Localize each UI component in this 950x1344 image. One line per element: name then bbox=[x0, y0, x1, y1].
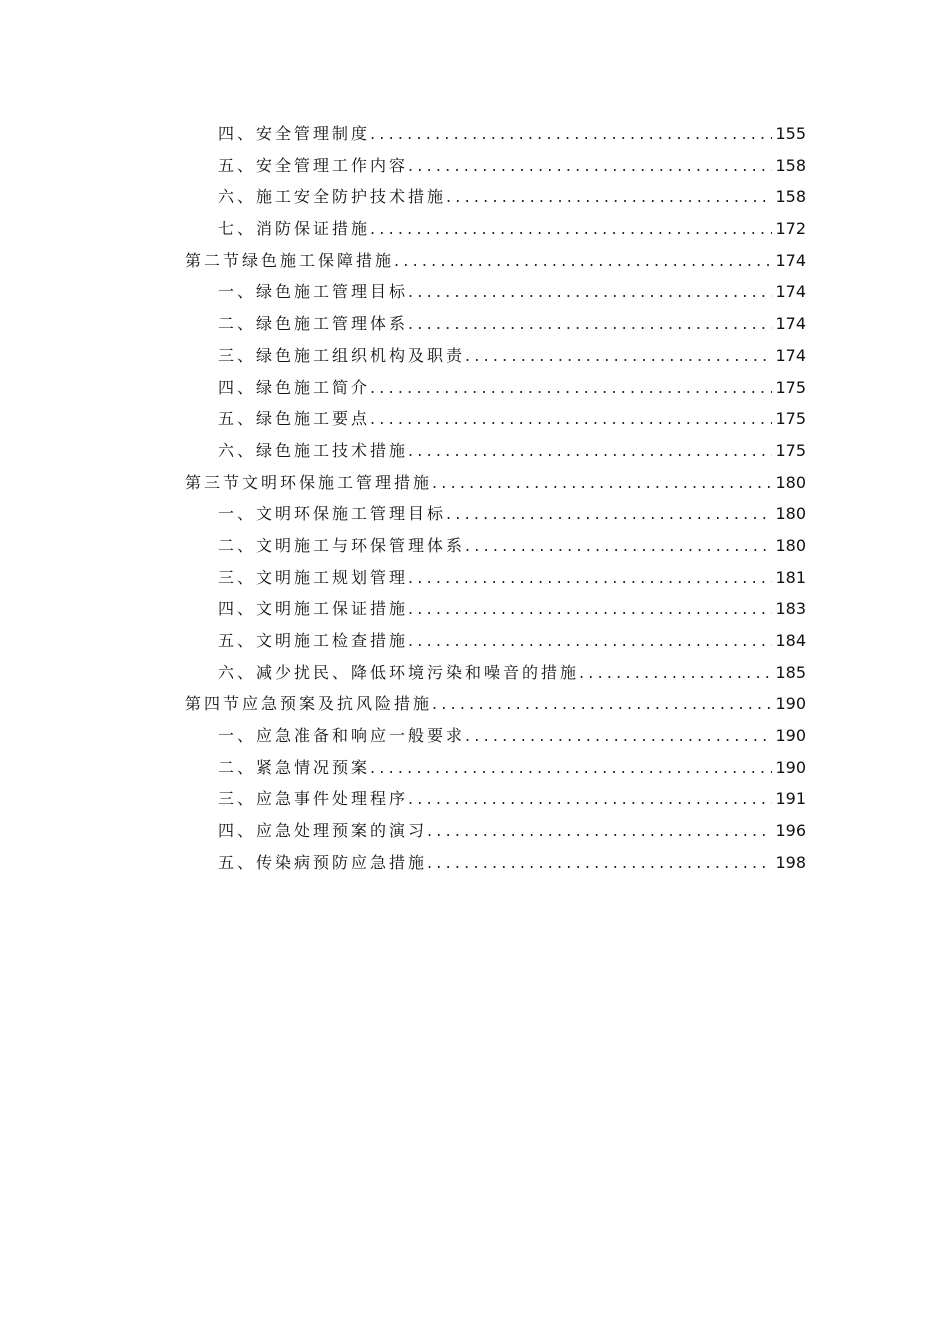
toc-entry-title: 二、绿色施工管理体系 bbox=[218, 314, 409, 334]
toc-page-number: 174 bbox=[775, 250, 806, 270]
toc-entry bbox=[185, 752, 806, 784]
toc-page-number: 175 bbox=[775, 377, 806, 397]
toc-page-number: 155 bbox=[775, 124, 806, 143]
toc-entry bbox=[185, 435, 806, 467]
toc-dot-leader bbox=[408, 625, 772, 657]
toc-entry-title: 五、绿色施工要点 bbox=[218, 409, 371, 429]
toc-dot-leader bbox=[408, 435, 772, 467]
toc-dot-leader bbox=[446, 181, 772, 213]
toc-entry-title: 三、绿色施工组织机构及职责 bbox=[218, 345, 466, 365]
toc-page-number: 174 bbox=[775, 345, 806, 365]
toc-page-number: 196 bbox=[775, 821, 806, 841]
toc-entry bbox=[185, 181, 806, 213]
toc-entry bbox=[185, 308, 806, 340]
toc-entry bbox=[185, 847, 806, 879]
toc-dot-leader bbox=[370, 752, 772, 784]
toc-dot-leader bbox=[370, 372, 772, 404]
toc-entry-title: 五、传染病预防应急措施 bbox=[218, 852, 428, 872]
toc-entry-title: 四、应急处理预案的演习 bbox=[218, 821, 428, 841]
toc-dot-leader bbox=[427, 815, 772, 847]
toc-entry bbox=[185, 593, 806, 625]
toc-section-entry bbox=[185, 688, 806, 720]
toc-page-number: 180 bbox=[775, 472, 806, 492]
toc-entry bbox=[185, 530, 806, 562]
toc-entry bbox=[185, 498, 806, 530]
toc-page-number: 175 bbox=[775, 409, 806, 429]
toc-entry bbox=[185, 276, 806, 308]
toc-dot-leader bbox=[408, 308, 772, 340]
toc-dot-leader bbox=[370, 118, 772, 150]
toc-dot-leader bbox=[408, 593, 772, 625]
toc-entry-title: 二、紧急情况预案 bbox=[218, 757, 371, 777]
toc-dot-leader bbox=[579, 657, 772, 689]
toc-dot-leader bbox=[408, 276, 772, 308]
toc-page-number: 198 bbox=[775, 852, 806, 872]
toc-entry bbox=[185, 403, 806, 435]
toc-page-number: 190 bbox=[775, 694, 806, 714]
table-of-contents bbox=[185, 118, 806, 879]
toc-entry-title: 五、安全管理工作内容 bbox=[218, 155, 409, 175]
toc-page-number: 185 bbox=[775, 662, 806, 682]
toc-entry bbox=[185, 372, 806, 404]
toc-entry-title: 二、文明施工与环保管理体系 bbox=[218, 535, 466, 555]
toc-entry-title: 四、文明施工保证措施 bbox=[218, 599, 409, 619]
toc-entry-title: 四、安全管理制度 bbox=[218, 124, 371, 143]
toc-entry bbox=[185, 720, 806, 752]
toc-dot-leader bbox=[432, 688, 772, 720]
toc-dot-leader bbox=[427, 847, 772, 879]
toc-page-number: 180 bbox=[775, 504, 806, 524]
toc-entry bbox=[185, 815, 806, 847]
toc-entry-title: 第二节绿色施工保障措施 bbox=[185, 250, 395, 270]
toc-dot-leader bbox=[408, 783, 772, 815]
toc-entry-title: 六、减少扰民、降低环境污染和噪音的措施 bbox=[218, 662, 580, 682]
toc-entry-title: 一、绿色施工管理目标 bbox=[218, 282, 409, 302]
toc-entry-title: 三、应急事件处理程序 bbox=[218, 789, 409, 809]
toc-entry-title: 一、文明环保施工管理目标 bbox=[218, 504, 447, 524]
toc-dot-leader bbox=[465, 720, 772, 752]
toc-page-number: 158 bbox=[775, 187, 806, 207]
toc-entry-title: 四、绿色施工简介 bbox=[218, 377, 371, 397]
toc-entry bbox=[185, 340, 806, 372]
toc-entry-title: 三、文明施工规划管理 bbox=[218, 567, 409, 587]
toc-page-number: 190 bbox=[775, 726, 806, 746]
toc-dot-leader bbox=[465, 340, 772, 372]
toc-dot-leader bbox=[370, 213, 772, 245]
toc-page-number: 180 bbox=[775, 535, 806, 555]
toc-section-entry bbox=[185, 245, 806, 277]
toc-entry-title: 一、应急准备和响应一般要求 bbox=[218, 726, 466, 746]
toc-entry bbox=[185, 625, 806, 657]
toc-page-number: 190 bbox=[775, 757, 806, 777]
toc-page-number: 174 bbox=[775, 314, 806, 334]
toc-dot-leader bbox=[408, 150, 772, 182]
toc-entry bbox=[185, 783, 806, 815]
toc-entry bbox=[185, 118, 806, 150]
toc-page-number: 175 bbox=[775, 440, 806, 460]
toc-dot-leader bbox=[394, 245, 772, 277]
toc-entry bbox=[185, 213, 806, 245]
toc-section-entry bbox=[185, 467, 806, 499]
toc-entry-title: 第三节文明环保施工管理措施 bbox=[185, 472, 433, 492]
toc-page-number: 184 bbox=[775, 631, 806, 650]
toc-entry bbox=[185, 562, 806, 594]
toc-page-number: 183 bbox=[775, 599, 806, 619]
toc-dot-leader bbox=[408, 562, 772, 594]
toc-dot-leader bbox=[465, 530, 772, 562]
toc-entry bbox=[185, 657, 806, 689]
toc-page-number: 158 bbox=[775, 155, 806, 175]
toc-page-number: 191 bbox=[775, 789, 806, 809]
toc-dot-leader bbox=[446, 498, 772, 530]
toc-entry-title: 第四节应急预案及抗风险措施 bbox=[185, 694, 433, 714]
toc-entry-title: 五、文明施工检查措施 bbox=[218, 631, 409, 650]
toc-entry-title: 六、绿色施工技术措施 bbox=[218, 440, 409, 460]
toc-page-number: 172 bbox=[775, 219, 806, 239]
toc-entry-title: 六、施工安全防护技术措施 bbox=[218, 187, 447, 207]
toc-dot-leader bbox=[370, 403, 772, 435]
toc-dot-leader bbox=[432, 467, 772, 499]
toc-page-number: 181 bbox=[775, 567, 806, 587]
toc-entry-title: 七、消防保证措施 bbox=[218, 219, 371, 239]
toc-entry bbox=[185, 150, 806, 182]
toc-page-number: 174 bbox=[775, 282, 806, 302]
